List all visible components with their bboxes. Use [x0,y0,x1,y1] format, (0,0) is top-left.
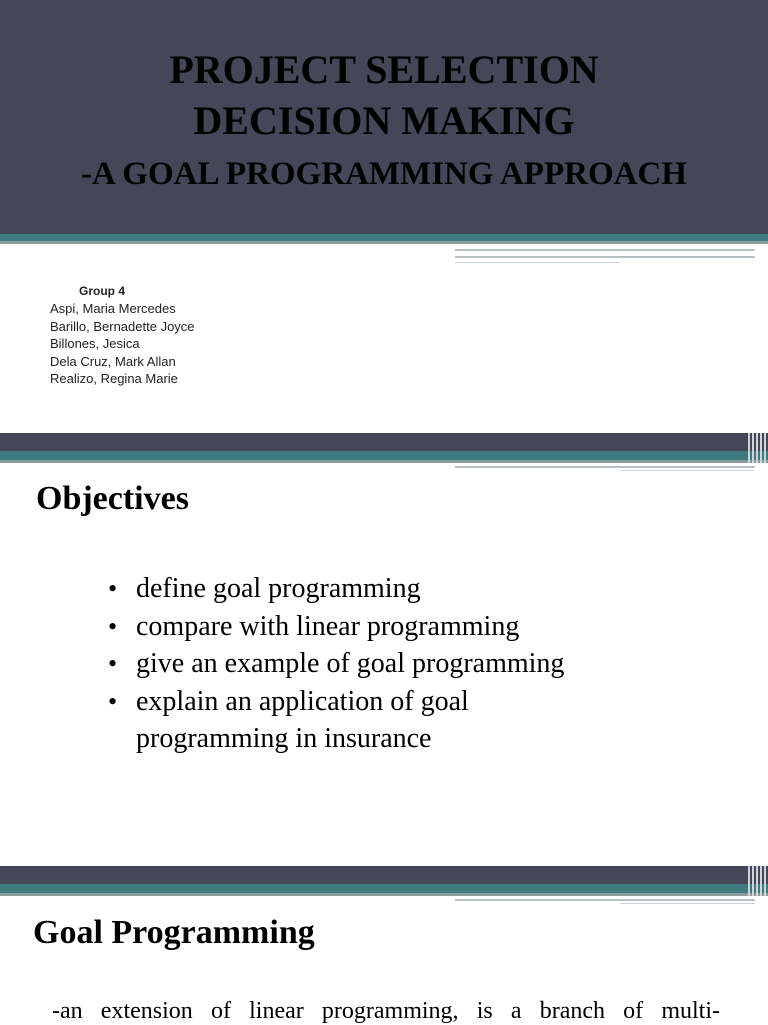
list-item: • explain an application of goal programming in insurance [108,683,536,758]
decorative-stripes [748,866,766,896]
accent-stripe [0,884,768,893]
divider-line [620,903,755,904]
divider-line [455,262,620,263]
decorative-stripes [748,433,766,463]
member-name: Aspi, Maria Mercedes [50,301,176,316]
accent-stripe [0,234,768,241]
list-item: • define goal programming [108,570,708,608]
accent-stripe [0,893,768,896]
member-name: Dela Cruz, Mark Allan [50,353,176,369]
member-name: Billones, Jesica [50,336,140,351]
member-list [50,300,195,388]
slide-title-line-2: DECISION MAKING [193,98,575,143]
divider-line [455,256,755,258]
list-item: • compare with linear programming [108,608,708,646]
slide-title-line-1: PROJECT SELECTION [169,47,599,92]
goal-programming-heading: Goal Programming [33,914,315,951]
divider-line [455,466,755,468]
divider-line [455,249,755,251]
slide-header-band [0,433,768,451]
slide-subtitle: -A GOAL PROGRAMMING APPROACH [81,156,687,192]
member-name: Realizo, Regina Marie [50,371,178,386]
objectives-list [108,570,708,758]
divider-line [455,899,755,901]
group-label: Group 4 [79,284,126,298]
slide-header-band [0,866,768,884]
accent-stripe [0,241,768,244]
accent-stripe [0,460,768,463]
divider-line [620,470,755,471]
accent-stripe [0,451,768,460]
objectives-heading: Objectives [36,480,189,517]
member-name: Barillo, Bernadette Joyce [50,318,195,334]
list-item: • give an example of goal programming [108,645,708,683]
definition-text: -an extension of linear programming, is a branch of multi- [52,998,720,1024]
